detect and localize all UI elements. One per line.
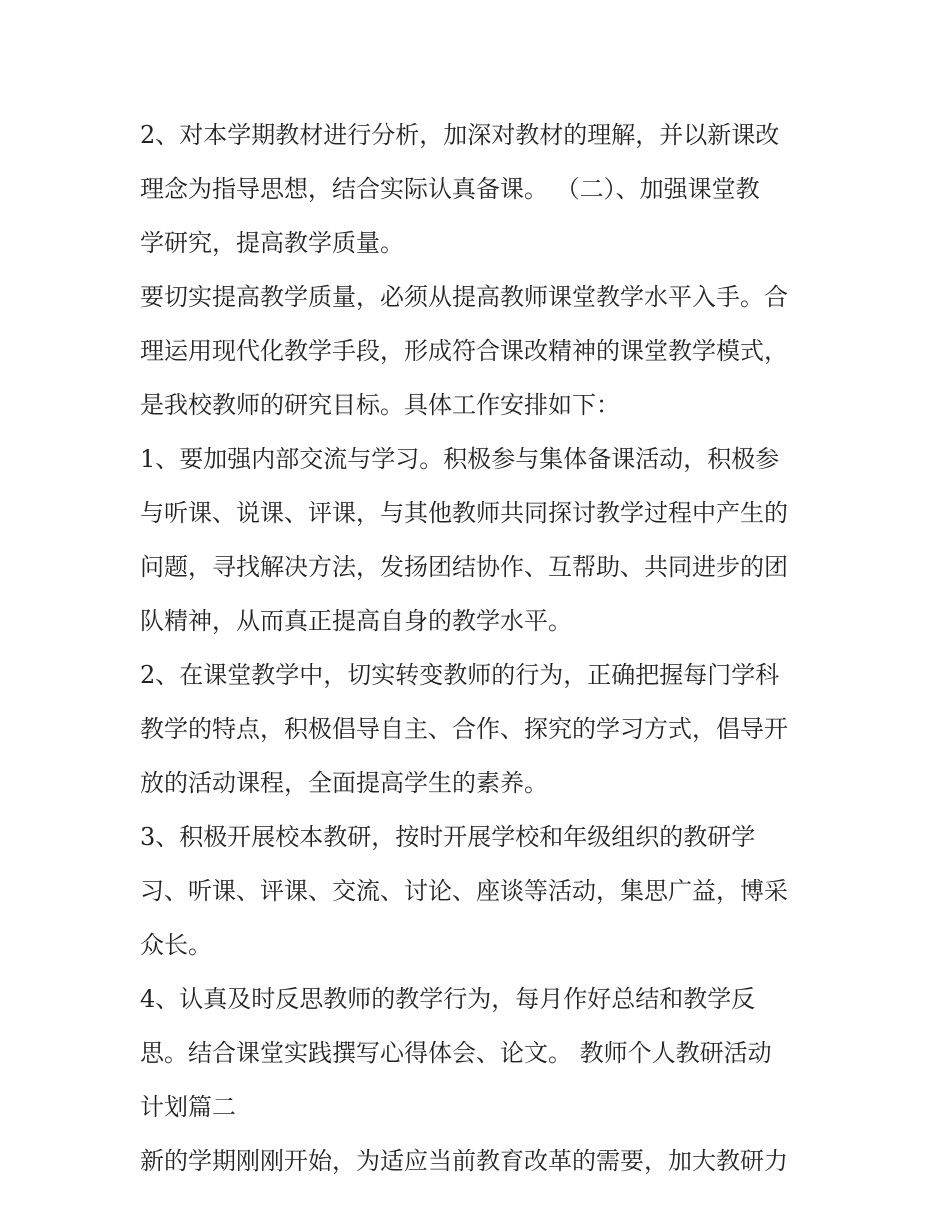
text-line-3: 学研究，提高教学质量。: [140, 229, 404, 257]
text-line-5: 理运用现代化教学手段，形成符合课改精神的课堂教学模式，: [140, 337, 788, 365]
text-line-1: 2、对本学期教材进行分析，加深对教材的理解，并以新课改: [140, 121, 780, 149]
text-line-10: 队精神，从而真正提高自身的教学水平。: [140, 607, 572, 635]
text-line-18: 思。结合课堂实践撰写心得体会、论文。 教师个人教研活动: [140, 1039, 772, 1067]
text-line-17: 4、认真及时反思教师的教学行为，每月作好总结和教学反: [140, 985, 756, 1013]
text-line-19: 计划篇二: [140, 1093, 236, 1121]
text-line-6: 是我校教师的研究目标。具体工作安排如下：: [140, 391, 620, 419]
text-line-16: 众长。: [140, 931, 212, 959]
text-line-11: 2、在课堂教学中，切实转变教师的行为，正确把握每门学科: [140, 661, 780, 689]
text-line-20: 新的学期刚刚开始，为适应当前教育改革的需要，加大教研力: [140, 1147, 788, 1175]
text-line-13: 放的活动课程，全面提高学生的素养。: [140, 769, 548, 797]
text-line-9: 问题，寻找解决方法，发扬团结协作、互帮助、共同进步的团: [140, 553, 788, 581]
text-line-12: 教学的特点，积极倡导自主、合作、探究的学习方式，倡导开: [140, 715, 788, 743]
text-line-7: 1、要加强内部交流与学习。积极参与集体备课活动，积极参: [140, 445, 780, 473]
text-line-4: 要切实提高教学质量，必须从提高教师课堂教学水平入手。合: [140, 283, 788, 311]
text-line-15: 习、听课、评课、交流、讨论、座谈等活动，集思广益，博采: [140, 877, 788, 905]
text-line-14: 3、积极开展校本教研，按时开展学校和年级组织的教研学: [140, 823, 756, 851]
document-body: [140, 108, 820, 1188]
text-line-2: 理念为指导思想，结合实际认真备课。 （二）、加强课堂教: [140, 175, 760, 203]
text-line-8: 与听课、说课、评课，与其他教师共同探讨教学过程中产生的: [140, 499, 788, 527]
